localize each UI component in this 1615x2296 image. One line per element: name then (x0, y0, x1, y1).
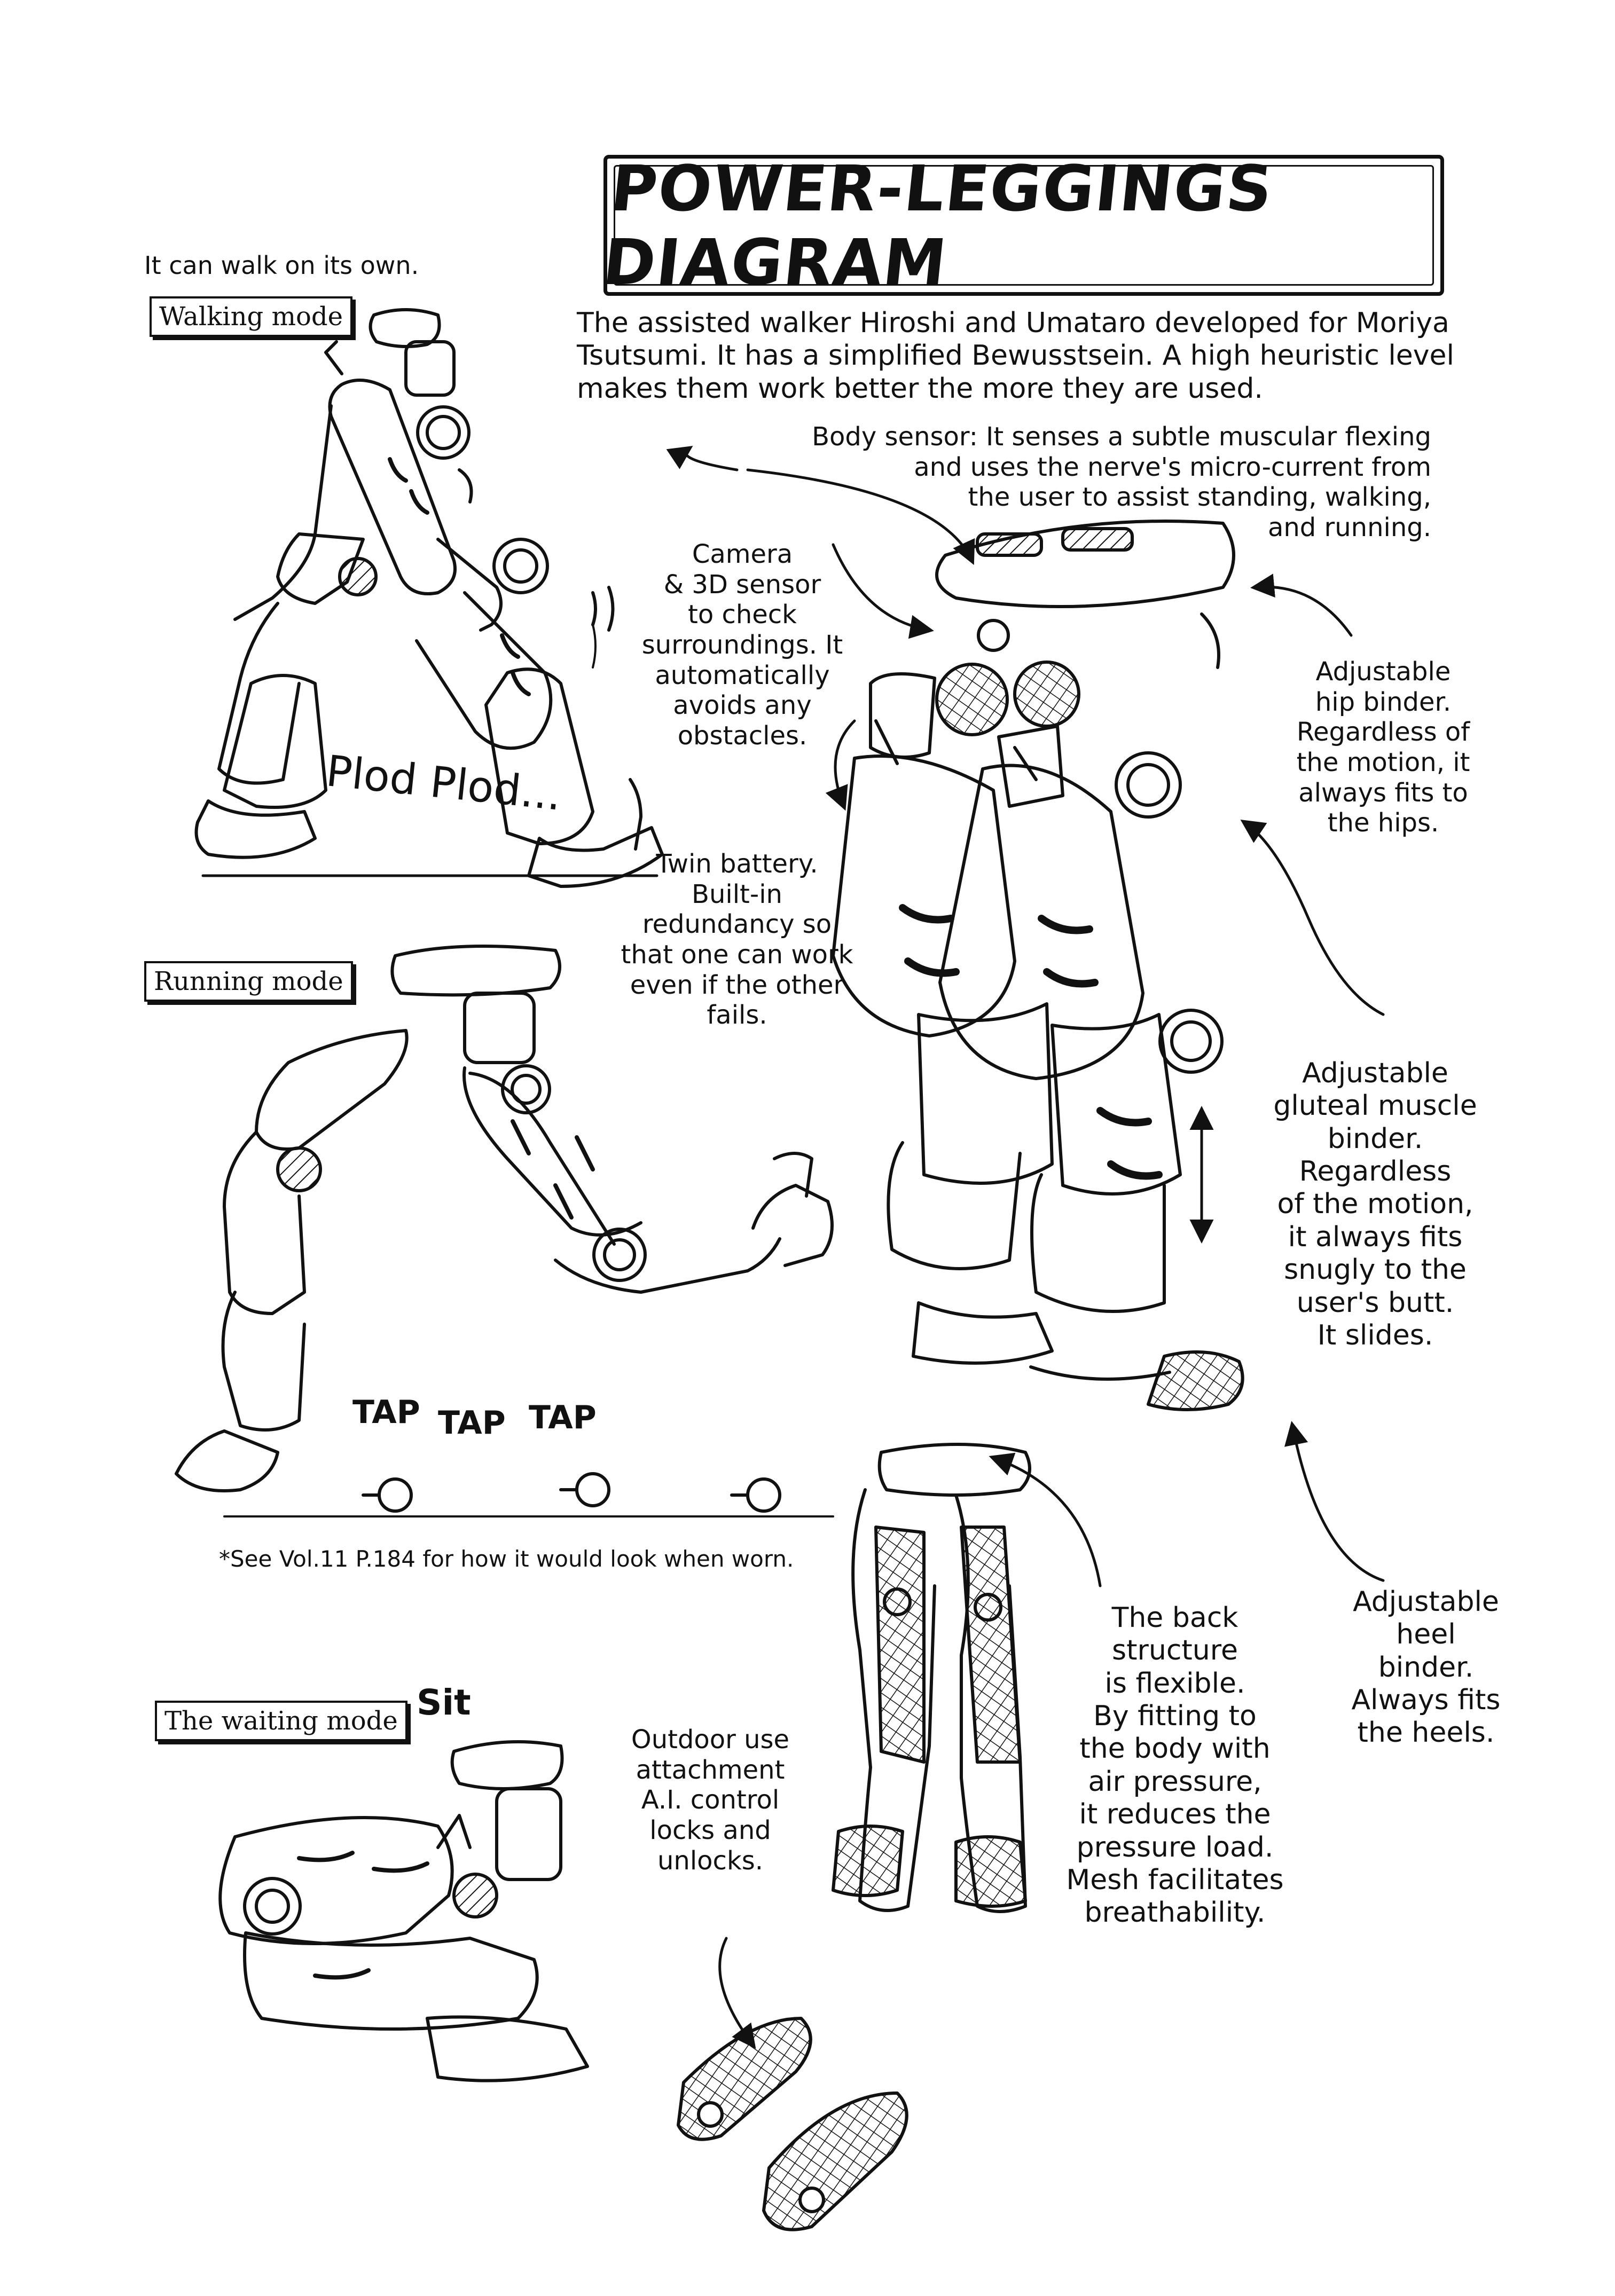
robot-legs-sitting-illustration (220, 1742, 587, 2081)
sfx-tap-1: TAP (352, 1394, 420, 1431)
robot-legs-main-illustration (833, 521, 1243, 1410)
annotation-back-structure: The back structure is flexible. By fitting to the body with air pressure, it reduces the pressure load. Mesh facilitates breathability. (1066, 1602, 1284, 1929)
annotation-camera: Camera & 3D sensor to check surroundings. It automatically avoids any obstacles. (641, 539, 843, 751)
annotation-body-sensor: Body sensor: It senses a subtle muscular flexing and uses the nerve's micro-current from the user to assist standing, walking, and running. (812, 422, 1431, 542)
annotation-gluteal-binder: Adjustable gluteal muscle binder. Regardless of the motion, it always fits snugly to the user's butt. It slides. (1273, 1057, 1477, 1351)
annotation-outdoor-attachment: Outdoor use attachment A.I. control locks and unlocks. (631, 1725, 790, 1876)
footprint-marks (224, 1474, 833, 1516)
sfx-tap-3: TAP (529, 1399, 597, 1436)
robot-legs-back-illustration (833, 1444, 1030, 1912)
annotation-twin-battery: Twin battery. Built-in redundancy so that one can work even if the other fails. (621, 849, 853, 1031)
title-frame (599, 152, 1444, 299)
footnote: *See Vol.11 P.184 for how it would look when worn. (219, 1546, 794, 1572)
running-mode-label: Running mode (144, 961, 353, 1002)
footwear-attachment-illustration (678, 2018, 907, 2230)
annotation-heel-binder: Adjustable heel binder. Always fits the heels. (1351, 1586, 1501, 1749)
waiting-mode-label: The waiting mode (155, 1701, 407, 1741)
annotation-hip-binder: Adjustable hip binder. Regardless of the motion, it always fits to the hips. (1296, 657, 1470, 838)
walk-note: It can walk on its own. (144, 251, 419, 280)
intro-text: The assisted walker Hiroshi and Umataro developed for Moriya Tsutsumi. It has a simplified Bewusstsein. A high heuristic level makes them work better the more they are used. (577, 307, 1454, 405)
page-title: POWER-LEGGINGS DIAGRAM (599, 152, 1277, 299)
sfx-plod: Plod Plod... (324, 746, 564, 820)
walking-mode-label: Walking mode (150, 296, 352, 337)
sfx-tap-2: TAP (438, 1404, 506, 1442)
sfx-sit: Sit (417, 1682, 471, 1723)
